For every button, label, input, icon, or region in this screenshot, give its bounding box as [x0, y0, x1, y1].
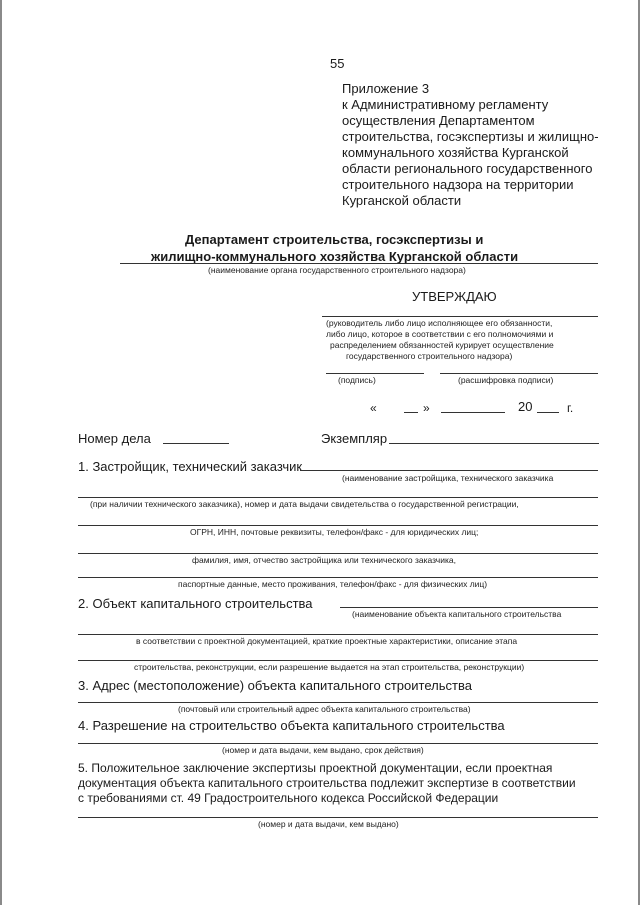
section2-caption: в соответствии с проектной документацией, краткие проектные характеристики, описание этапа — [136, 636, 518, 646]
signature-caption: (подпись) — [338, 375, 376, 385]
section1-line3[interactable] — [78, 525, 598, 526]
section1-line4[interactable] — [78, 553, 598, 554]
appendix-line: к Административному регламенту — [342, 97, 549, 112]
section4-caption: (номер и дата выдачи, кем выдано, срок действия) — [222, 745, 424, 755]
approver-caption: либо лицо, которое в соответствии с его полномочиями и — [326, 329, 554, 339]
section5-text-line1: 5. Положительное заключение экспертизы проектной документации, если проектная — [78, 761, 553, 775]
section2-title: 2. Объект капитального строительства — [78, 596, 313, 611]
section2-caption: (наименование объекта капитального строительства — [352, 609, 562, 619]
appendix-line: области регионального государственного — [342, 161, 593, 176]
appendix-line: осуществления Департаментом — [342, 113, 535, 128]
copy-label: Экземпляр — [321, 431, 388, 446]
appendix-line: строительства, госэкспертизы и жилищно- — [342, 129, 599, 144]
section2-line1[interactable] — [340, 607, 598, 608]
appendix-line: строительного надзора на территории — [342, 177, 574, 192]
section2-line3[interactable] — [78, 660, 598, 661]
date-open-quote: « — [370, 401, 377, 415]
section5-text-line3: с требованиями ст. 49 Градостроительного кодекса Российской Федерации — [78, 791, 499, 805]
signature-line — [326, 373, 424, 374]
case-number-label: Номер дела — [78, 431, 151, 446]
approver-underline — [322, 316, 598, 317]
year-suffix: г. — [567, 401, 574, 415]
approver-caption: государственного строительного надзора) — [346, 351, 513, 361]
date-year-line[interactable] — [537, 412, 559, 413]
section1-line1[interactable] — [300, 470, 598, 471]
section1-title: 1. Застройщик, технический заказчик — [78, 459, 303, 474]
section1-caption: ОГРН, ИНН, почтовые реквизиты, телефон/факс - для юридических лиц; — [190, 527, 479, 537]
authority-caption: (наименование органа государственного строительного надзора) — [208, 265, 466, 275]
appendix-line: коммунального хозяйства Курганской — [342, 145, 569, 160]
section2-line2[interactable] — [78, 634, 598, 635]
authority-name-line2: жилищно-коммунального хозяйства Курганской области — [151, 249, 519, 264]
decoding-line — [440, 373, 598, 374]
authority-name-line1: Департамент строительства, госэкспертизы и — [185, 232, 484, 247]
date-close-quote: » — [423, 401, 430, 415]
appendix-line: Приложение 3 — [342, 81, 430, 96]
section4-title: 4. Разрешение на строительство объекта капитального строительства — [78, 718, 505, 733]
decoding-caption: (расшифровка подписи) — [458, 375, 554, 385]
section3-title: 3. Адрес (местоположение) объекта капитального строительства — [78, 678, 472, 693]
section3-line1[interactable] — [78, 702, 598, 703]
section2-caption: строительства, реконструкции, если разрешение выдается на этап строительства, реконструкции) — [134, 662, 525, 672]
section5-text-line2: документация объекта капитального строительства подлежит экспертизе в соответствии — [78, 776, 576, 790]
date-month-line[interactable] — [441, 412, 505, 413]
appendix-line: Курганской области — [342, 193, 462, 208]
case-number-line[interactable] — [163, 443, 229, 444]
section5-caption: (номер и дата выдачи, кем выдано) — [258, 819, 399, 829]
section4-line1[interactable] — [78, 743, 598, 744]
approver-caption: (руководитель либо лицо исполняющее его обязанности, — [326, 318, 553, 328]
section3-caption: (почтовый или строительный адрес объекта капитального строительства) — [178, 704, 471, 714]
approve-title: УТВЕРЖДАЮ — [412, 289, 497, 304]
section5-line1[interactable] — [78, 817, 598, 818]
scan-edge-left — [0, 0, 2, 905]
copy-line[interactable] — [389, 443, 599, 444]
date-day-line[interactable] — [404, 412, 418, 413]
section1-caption: фамилия, имя, отчество застройщика или технического заказчика, — [192, 555, 456, 565]
year-prefix: 20 — [518, 399, 533, 414]
page-number: 55 — [330, 56, 345, 71]
section1-caption: (при наличии технического заказчика), номер и дата выдачи свидетельства о государственной регистрации, — [90, 499, 519, 509]
section1-line5[interactable] — [78, 577, 598, 578]
section1-caption: паспортные данные, место проживания, телефон/факс - для физических лиц) — [178, 579, 488, 589]
authority-underline — [120, 263, 598, 264]
section1-line2[interactable] — [78, 497, 598, 498]
section1-caption: (наименование застройщика, технического заказчика — [342, 473, 554, 483]
approver-caption: распределением обязанностей курирует осуществление — [330, 340, 554, 350]
